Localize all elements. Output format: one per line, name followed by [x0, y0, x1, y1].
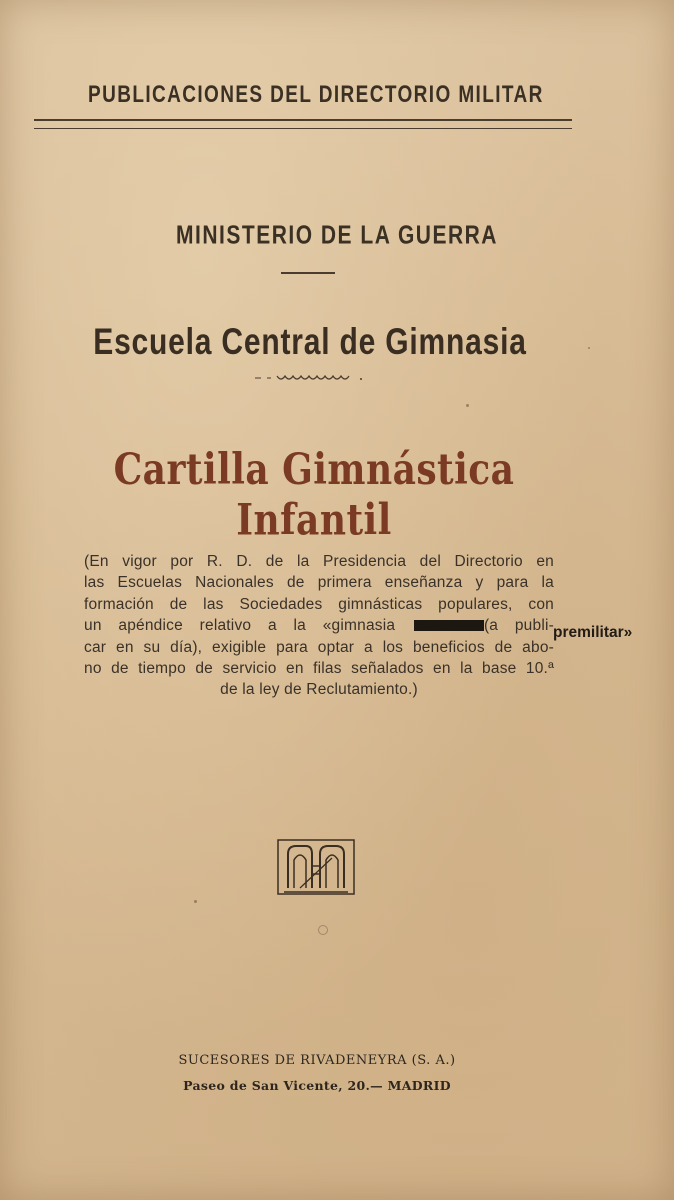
description-line-1: (En vigor por R. D. de la Presidencia del Directorio en — [84, 553, 554, 570]
wave-ornament — [255, 370, 365, 386]
document-title: Cartilla Gimnástica Infantil — [113, 444, 515, 546]
paper-speck — [194, 900, 197, 903]
description-line-4-end: (a publi- — [483, 617, 554, 635]
school-heading: Escuela Central de Gimnasia — [93, 322, 527, 363]
description-line-7: de la ley de Reclutamiento.) — [220, 681, 418, 699]
description-block — [84, 551, 554, 701]
ministry-heading: MINISTERIO DE LA GUERRA — [176, 221, 498, 250]
description-line-4-start: un apéndice relativo a la «gimnasia — [84, 617, 396, 635]
publisher-name: SUCESORES DE RIVADENEYRA (S. A.) — [178, 1053, 456, 1068]
paper-speck — [318, 925, 328, 935]
paper-speck — [588, 347, 590, 349]
printer-monogram-icon — [274, 836, 358, 898]
series-header: PUBLICACIONES DEL DIRECTORIO MILITAR — [88, 82, 544, 109]
description-line-3: formación de las Sociedades gimnásticas populares, con — [84, 595, 554, 613]
description-line-5: car en su día), exigible para optar a los beneficios de abo- — [84, 638, 554, 656]
description-line-6: no de tiempo de servicio en filas señalados en la base 10.ª — [84, 660, 554, 678]
paper-speck — [466, 404, 469, 407]
ministry-rule — [281, 272, 335, 274]
margin-correction: premilitar» — [553, 624, 633, 641]
description-line-4 — [84, 615, 554, 636]
redaction-bar — [414, 620, 484, 631]
description-line-2: las Escuelas Nacionales de primera enseñanza y para la — [84, 574, 554, 592]
series-double-rule — [34, 119, 572, 129]
publisher-address: Paseo de San Vicente, 20.— MADRID — [183, 1078, 451, 1093]
